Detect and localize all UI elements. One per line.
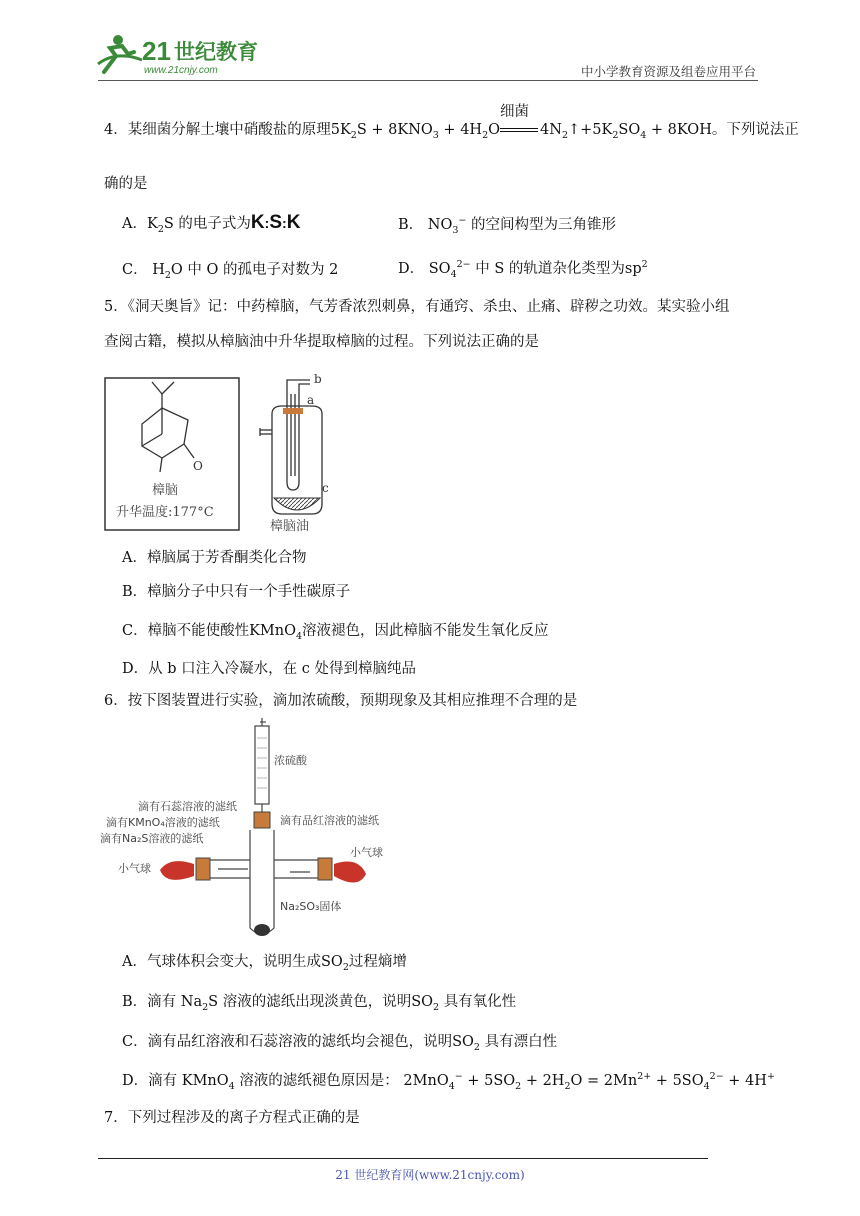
na2so3-solid-label: Na₂SO₃固体 [280, 900, 342, 913]
option-letter: C． [122, 262, 148, 278]
q4-stem-line2: 确的是 [104, 176, 148, 192]
camphor-name: 樟脑 [152, 483, 179, 498]
site-logo [96, 30, 266, 76]
q6-option-b-text-c: 具有氧化性 [443, 994, 517, 1010]
q4-option-c-text: 中 O 的孤电子对数为 2 [187, 262, 339, 278]
runner-logo-icon [96, 30, 266, 76]
port-a-label: a [307, 393, 315, 407]
right-balloon-label: 小气球 [350, 846, 383, 859]
port-b-label: b [314, 372, 322, 386]
option-letter: D． [398, 261, 425, 277]
q4-stem-line1: 4．某细菌分解土壤中硝酸盐的原理$5K_2S + 8KNO_3 + 4H_2O$ 细菌 $4N_2↑+5K_2SO_4 + 8KOH$。下列说法正 [104, 104, 799, 141]
option-letter: B． [398, 217, 424, 233]
q6-option-d[interactable]: D．滴有 KMnO$_4$ 溶液的滤纸褪色原因是： $2MnO_4^- + 5SO_2 + 2H_2O = 2Mn^{2+} + 5SO_4^{2-} + 4H^+$ [122, 1071, 775, 1092]
na2s-paper-label: 滴有Na₂S溶液的滤纸 [100, 832, 204, 845]
litmus-paper-label: 滴有石蕊溶液的滤纸 [138, 800, 237, 813]
q6-option-b-text-a: B．滴有 [122, 994, 177, 1010]
logo-text: 世纪教育 [174, 40, 258, 64]
point-c-label: c [322, 481, 329, 495]
q5-option-a[interactable]: A．樟脑属于芳香酮类化合物 [122, 550, 307, 566]
option-letter: A． [122, 216, 147, 232]
q5-option-c[interactable]: C．樟脑不能使酸性KMnO$_4$溶液褪色，因此樟脑不能发生氧化反应 [122, 623, 549, 642]
q6-option-a-text-b: 过程熵增 [348, 954, 407, 970]
so2-apparatus-figure [100, 718, 420, 944]
platform-name: 中小学教育资源及组卷应用平台 [580, 64, 756, 79]
q4-stem-text-a: 4．某细菌分解土壤中硝酸盐的原理 [104, 122, 331, 138]
q6-option-d-text-a: D．滴有 [122, 1073, 178, 1089]
q5-stem-line1: 5．《洞天奥旨》记：中药樟脑，气芳香浓烈刺鼻，有通窍、杀虫、止痛、辟秽之功效。某实验小组 [104, 299, 730, 315]
q5-stem-line2: 查阅古籍，模拟从樟脑油中升华提取樟脑的过程。下列说法正确的是 [104, 334, 539, 350]
footer-divider [98, 1158, 708, 1159]
q4-option-d[interactable]: D． $SO_4^{2-}$ 中 S 的轨道杂化类型为$sp^2$ [398, 259, 648, 280]
q4-option-c[interactable]: C． $H_2O$ 中 O 的孤电子对数为 2 [122, 262, 339, 281]
footer-text: 21 世纪教育网(www.21cnjy.com) [335, 1168, 525, 1182]
kmno4-paper-label: 滴有KMnO₄溶液的滤纸 [106, 816, 220, 829]
electron-formula: K:S:K [250, 212, 301, 233]
q7-stem: 7．下列过程涉及的离子方程式正确的是 [104, 1110, 360, 1126]
header-divider [98, 80, 758, 81]
logo-number: 21 [142, 36, 171, 66]
q4-option-b[interactable]: B． $NO_3^-$ 的空间构型为三角锥形 [398, 215, 616, 236]
q4-option-b-text: 的空间构型为三角锥形 [470, 217, 616, 233]
oxygen-label: O [193, 459, 203, 473]
q6-option-d-text-b: 溶液的滤纸褪色原因是： [239, 1073, 399, 1089]
q4-option-a[interactable]: A．$K_2S$ 的电子式为K:S:K [122, 212, 301, 235]
q4-bacteria-label: 细菌 [500, 104, 530, 120]
q4-option-d-text: 中 S 的轨道杂化类型为 [475, 261, 625, 277]
q5-option-d[interactable]: D．从 b 口注入冷凝水，在 c 处得到樟脑纯品 [122, 661, 416, 677]
q6-option-c-text-a: C．滴有品红溶液和石蕊溶液的滤纸均会褪色，说明 [122, 1034, 453, 1050]
q6-option-a-text-a: A．气球体积会变大，说明生成 [122, 954, 321, 970]
pinhong-paper-label: 滴有品红溶液的滤纸 [280, 814, 379, 827]
q6-option-c[interactable]: C．滴有品红溶液和石蕊溶液的滤纸均会褪色，说明$SO_2$ 具有漂白性 [122, 1034, 558, 1053]
acid-label: 浓硫酸 [274, 754, 307, 767]
q4-option-a-text: 的电子式为 [178, 216, 251, 232]
q4-stem-text-b: 。下列说法正 [711, 122, 799, 138]
q5-option-b[interactable]: B．樟脑分子中只有一个手性碳原子 [122, 584, 351, 600]
q6-option-c-text-b: 具有漂白性 [484, 1034, 558, 1050]
q6-option-b[interactable]: B．滴有 $Na_2S$ 溶液的滤纸出现淡黄色，说明$SO_2$ 具有氧化性 [122, 994, 517, 1013]
camphor-oil-label: 樟脑油 [270, 519, 310, 534]
q6-option-b-text-b: 溶液的滤纸出现淡黄色，说明 [222, 994, 412, 1010]
left-balloon-label: 小气球 [118, 862, 151, 875]
q5-option-c-text-a: C．樟脑不能使酸性 [122, 623, 250, 639]
q5-option-c-text-b: 溶液褪色，因此樟脑不能发生氧化反应 [302, 623, 549, 639]
q6-stem: 6．按下图装置进行实验，滴加浓硫酸，预期现象及其相应推理不合理的是 [104, 693, 578, 709]
logo-url: www.21cnjy.com [144, 65, 218, 76]
sublimation-temp: 升华温度:177°C [116, 505, 214, 520]
q6-option-a[interactable]: A．气球体积会变大，说明生成$SO_2$过程熵增 [122, 954, 407, 973]
camphor-figure [100, 364, 360, 536]
